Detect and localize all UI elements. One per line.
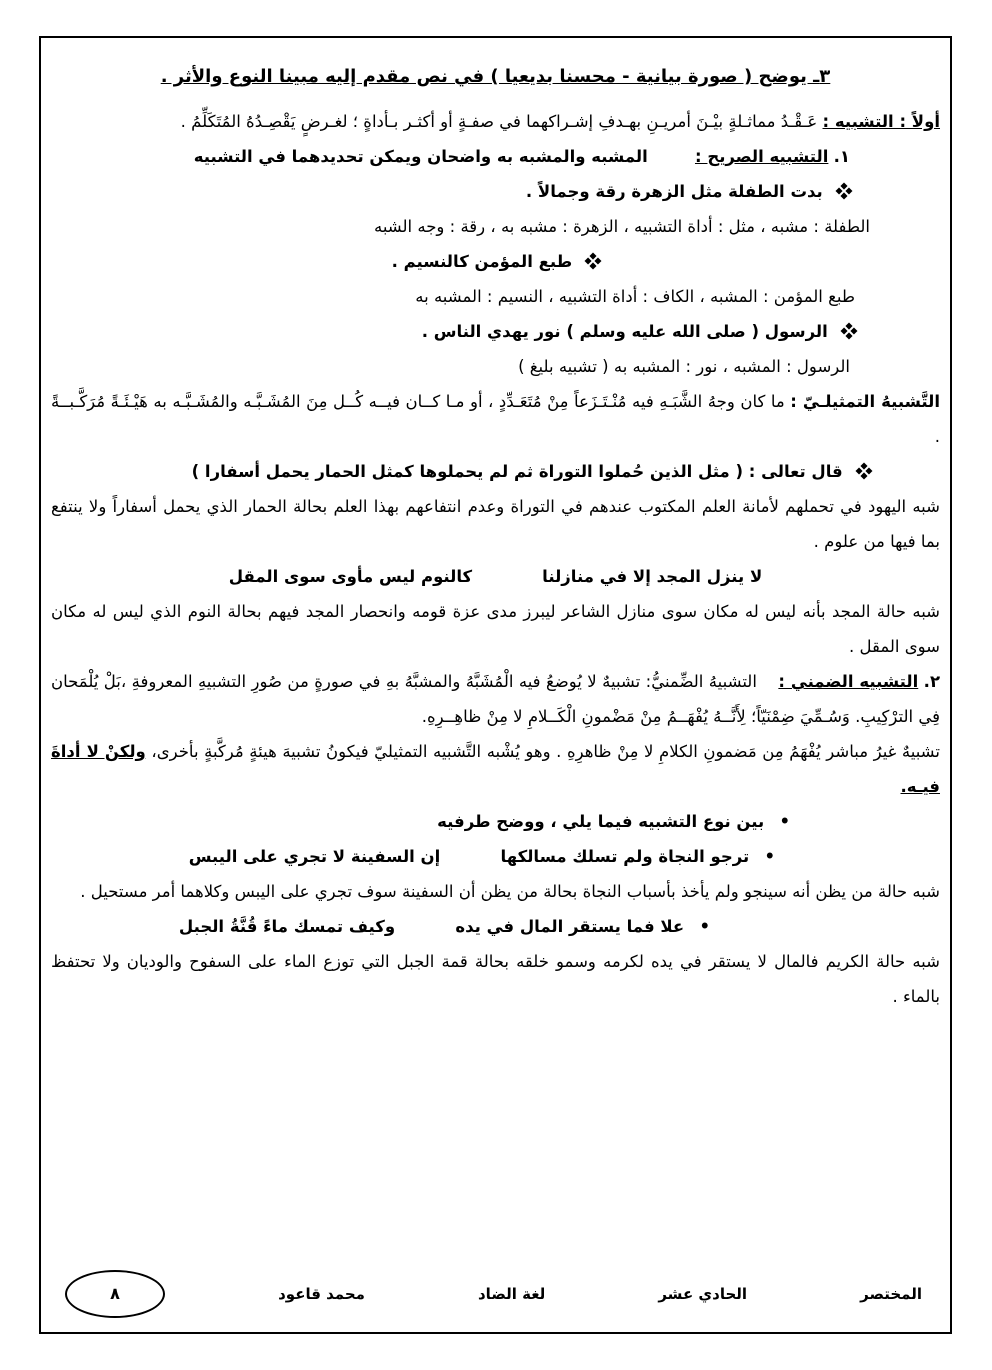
exercise-verse-1-explanation: شبه حالة من يظن أنه سينجو ولم يأخذ بأسباب النجاة بحالة من يظن أن السفينة سوف تجري على اليبس وكلاهما أمر مستحيل . xyxy=(80,882,940,901)
page-border-frame xyxy=(39,36,952,1334)
exercise-verse-2-explanation: شبه حالة الكريم فالمال لا يستقر في يده لكرمه وسمو خلقه بحالة قمة الجبل التي توزع الماء على السفوح والوديان ولا تحتفظ بالماء . xyxy=(51,952,940,1006)
tamthili-term: التَّشبيهُ التمثيلـيّ : xyxy=(790,392,940,411)
example-1-title-line xyxy=(51,174,940,209)
example-3-analysis: الرسول : المشبه ، نور : المشبه به ( تشبيه بليغ ) xyxy=(518,357,850,376)
tamthili-definition xyxy=(51,384,940,454)
example-2-analysis: طبع المؤمن : المشبه ، الكاف : أداة التشبيه ، النسيم : المشبه به xyxy=(415,287,855,306)
footer-book-title: المختصر xyxy=(860,1285,922,1303)
sarih-heading-line xyxy=(51,139,940,174)
diamond-bullet-icon xyxy=(841,323,858,340)
footer-author: محمد قاعود xyxy=(278,1285,365,1303)
dimni-definition-text: التشبيهُ الضِّمنيُّ: تشبيهٌ لا يُوضعُ فيه الْمُشَبَّهُ والمشبَّهُ بهِ في صورةٍ من صُورِ التشبيهِ المعروفةِ ،بَلْ يُلْمَحان فِي الترْكِيبِ. وَسُـمِّيَ ضِمْنَيّاً؛ لِأَنَّــهُ يُفْهَــمُ مِنْ مَضْمونِ الْكَــلامِ لا مِنْ ظاهِــرِهِ. xyxy=(51,672,940,726)
diamond-bullet-icon xyxy=(585,253,602,270)
tashbih-term: أولاً : التشبيه : xyxy=(822,112,940,131)
sarih-heading: التشبيه الصريح : xyxy=(694,147,829,166)
page-number-badge xyxy=(65,1270,165,1318)
sarih-number: ١. xyxy=(833,147,850,166)
exercise-heading: بين نوع التشبيه فيما يلي ، ووضح طرفيه xyxy=(437,812,765,831)
poetry-verse-explanation: شبه حالة المجد بأنه ليس له مكان سوى منازل الشاعر ليبرز مدى عزة قومه وانحصار المجد فيهم بحالة النوم الذي ليس له مكان سوى المقل . xyxy=(51,602,940,656)
round-bullet-icon: • xyxy=(699,917,710,936)
quran-example-line xyxy=(51,454,940,489)
example-2-title: طبع المؤمن كالنسيم . xyxy=(391,252,573,271)
dimni-note xyxy=(51,734,940,804)
quran-example-text: قال تعالى : ( مثل الذين حُملوا التوراة ثم لم يحملوها كمثل الحمار يحمل أسفارا ) xyxy=(191,462,843,481)
exercise-verse-1-first: ترجو النجاة ولم تسلك مسالكها xyxy=(500,847,750,866)
verse-first-hemistich: لا ينزل المجد إلا في منازلنا xyxy=(542,567,763,586)
round-bullet-icon: • xyxy=(764,847,775,866)
dimni-note-text: تشبيهٌ غيرُ مباشر يُفْهَمُ مِن مَضمونِ الكلامِ لا مِنْ ظاهرِهِ . وهو يُشْبه التَّشبيه التمثيليّ فيكونُ تشبيهَ هيئةٍ مُركَّبةٍ بأخرى، xyxy=(151,742,940,761)
exercise-verse-1-second: إن السفينة لا تجري على اليبس xyxy=(188,847,441,866)
dimni-heading: التشبيه الضمني : xyxy=(778,672,919,691)
lesson-title: ٣ـ يوضح ( صورة بيانية - محسنا بديعيا ) في نص مقدم إليه مبينا النوع والأثر . xyxy=(160,66,831,87)
diamond-bullet-icon xyxy=(856,463,873,480)
exercise-verse-2-line xyxy=(51,909,940,944)
exercise-verse-1-line xyxy=(51,839,940,874)
dimni-number: ٢. xyxy=(923,672,941,691)
poetry-verse-majd xyxy=(51,559,940,594)
exercise-verse-2-first: علا فما يستقر المال في يده xyxy=(455,917,685,936)
sarih-heading-rest: المشبه والمشبه به واضحان ويمكن تحديدهما في التشبيه xyxy=(193,147,648,166)
lesson-content xyxy=(51,62,940,1266)
example-2-title-line xyxy=(51,244,940,279)
exercise-verse-2-second: وكيف تمسك ماءً قُنَّةُ الجبل xyxy=(178,917,396,936)
quran-example-explanation: شبه اليهود في تحملهم لأمانة العلم المكتوب عندهم في التوراة وعدم انتفاعهم بهذا العلم بحالة الحمار الذي يحمل أسفاراً ولا ينتفع بما فيها من علوم . xyxy=(51,497,940,551)
example-1-analysis: الطفلة : مشبه ، مثل : أداة التشبيه ، الزهرة : مشبه به ، رقة : وجه الشبه xyxy=(373,217,870,236)
exercise-heading-line xyxy=(51,804,940,839)
diamond-bullet-icon xyxy=(836,183,853,200)
footer-grade: الحادي عشر xyxy=(658,1285,748,1303)
footer-subject: لغة الضاد xyxy=(477,1285,546,1303)
page-number: ٨ xyxy=(110,1284,120,1303)
example-1-title: بدت الطفلة مثل الزهرة رقة وجمالاً . xyxy=(525,182,823,201)
dimni-definition xyxy=(51,664,940,734)
tashbih-definition-text: عَـقْـدُ مماثـلةٍ بيْـنَ أمريـنِ بهـدفِ إشـراكهما في صفـةٍ أو أكثـر بـأداةٍ ؛ لغـرضٍ يَقْصِـدُهُ المُتَكَلِّمُ . xyxy=(180,112,818,131)
example-3-title: الرسول ( صلى الله عليه وسلم ) نور يهدي الناس . xyxy=(421,322,828,341)
round-bullet-icon: • xyxy=(779,812,790,831)
verse-second-hemistich: كالنوم ليس مأوى سوى المقل xyxy=(228,567,473,586)
tamthili-definition-text: ما كان وجهُ الشَّبَـهِ فيه مُنْـتَـزَعاً مِنْ مُتَعَـدِّدٍ ، أو مـا كــان فيــه كُــل مِنَ المُشَـبَّـه والمُشَـبَّـه به هَيْـئَـةً مُرَكَّـبــةً . xyxy=(51,392,940,446)
dimni-note-emphasis: ولكنْ لا أداةَ فيـه. xyxy=(51,742,940,796)
example-3-title-line xyxy=(51,314,940,349)
page-footer xyxy=(51,1266,940,1318)
tashbih-definition xyxy=(51,104,940,139)
